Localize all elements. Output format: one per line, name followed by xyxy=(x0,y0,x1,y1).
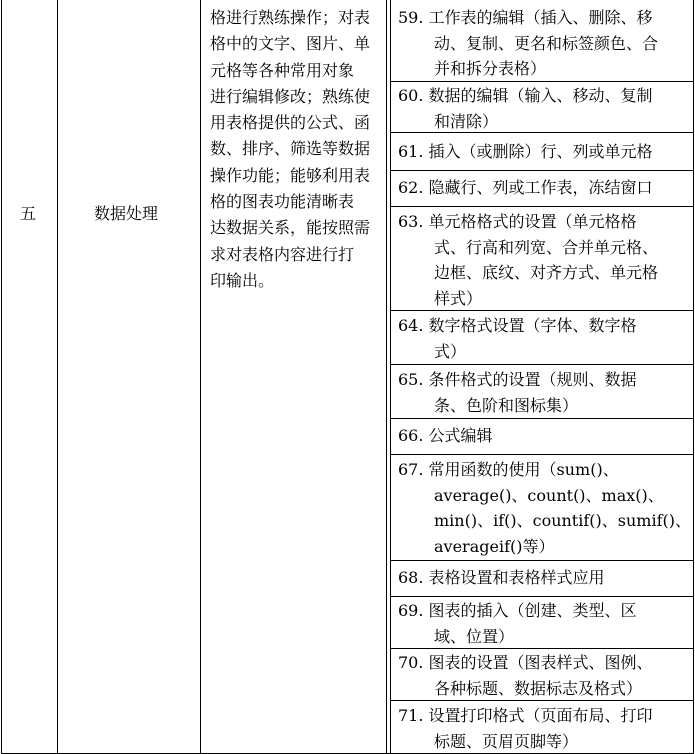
list-item xyxy=(398,598,688,649)
list-item xyxy=(398,565,688,591)
item-line: 65. 条件格式的设置（规则、数据 xyxy=(398,370,637,389)
description-line: 用表格提供的公式、函 xyxy=(210,113,371,133)
description-line: 数、排序、筛选等数据 xyxy=(210,139,371,159)
description-cell xyxy=(210,5,382,294)
item-line: 67. 常用函数的使用（sum()、 xyxy=(398,460,619,479)
item-line: 样式） xyxy=(434,288,483,308)
item-line: 并和拆分表格） xyxy=(434,59,547,78)
item-line: 62. 隐藏行、列或工作表，冻结窗口 xyxy=(398,178,653,197)
item-separator xyxy=(390,596,694,597)
item-line: 64. 数字格式设置（字体、数字格 xyxy=(398,316,637,335)
list-item xyxy=(398,650,688,701)
item-separator xyxy=(390,560,694,561)
list-item xyxy=(398,703,688,754)
item-separator xyxy=(390,170,694,171)
list-item xyxy=(398,209,688,311)
item-separator xyxy=(390,454,694,455)
item-line: 动、复制、更名和标签颜色、合 xyxy=(434,33,659,53)
item-line: 61. 插入（或删除）行、列或单元格 xyxy=(398,142,653,161)
list-item xyxy=(398,367,688,418)
item-separator xyxy=(390,418,694,419)
item-separator xyxy=(390,206,694,207)
column-divider-3 xyxy=(386,0,387,754)
item-line: 70. 图表的设置（图表样式、图例、 xyxy=(398,653,653,672)
list-item xyxy=(398,83,688,134)
item-line: average()、count()、max()、 xyxy=(434,485,664,505)
description-line: 进行编辑修改；熟练使 xyxy=(210,86,371,106)
item-line: 63. 单元格格式的设置（单元格格 xyxy=(398,212,637,231)
list-item xyxy=(398,139,688,165)
table-border-right xyxy=(693,0,694,754)
item-line: 66. 公式编辑 xyxy=(398,426,493,445)
description-line: 元格等各种常用对象 xyxy=(210,60,355,80)
list-item xyxy=(398,5,688,82)
item-line: 式、行高和列宽、合并单元格、 xyxy=(434,237,659,257)
column-divider-1 xyxy=(57,0,58,754)
item-line: 59. 工作表的编辑（插入、删除、移 xyxy=(398,8,653,27)
item-line: 标题、页眉页脚等） xyxy=(434,731,579,751)
description-line: 印输出。 xyxy=(210,270,275,290)
item-line: min()、if()、countif()、sumif()、 xyxy=(434,511,691,530)
list-item xyxy=(398,457,691,559)
description-line: 格进行熟练操作；对表 xyxy=(210,8,371,27)
description-line: 求对表格内容进行打 xyxy=(210,244,355,264)
description-line: 格的图表功能清晰表 xyxy=(210,192,355,212)
list-item xyxy=(398,175,688,201)
list-item xyxy=(398,313,688,364)
item-line: 68. 表格设置和表格样式应用 xyxy=(398,568,605,587)
list-item xyxy=(398,423,688,449)
description-line: 操作功能；能够利用表 xyxy=(210,165,371,185)
item-separator xyxy=(390,364,694,365)
row-number: 五 xyxy=(20,204,37,223)
item-line: 71. 设置打印格式（页面布局、打印 xyxy=(398,706,653,725)
item-line: 条、色阶和图标集） xyxy=(434,395,579,415)
module-name: 数据处理 xyxy=(94,204,159,223)
item-line: 域、位置） xyxy=(434,626,515,646)
item-line: 边框、底纹、对齐方式、单元格 xyxy=(434,263,659,282)
column-divider-4 xyxy=(390,0,391,754)
item-line: 60. 数据的编辑（输入、移动、复制 xyxy=(398,86,653,105)
item-line: 各种标题、数据标志及格式） xyxy=(434,678,643,698)
description-line: 达数据关系，能按照需 xyxy=(210,218,371,238)
description-line: 格中的文字、图片、单 xyxy=(210,34,371,54)
item-line: averageif()等） xyxy=(434,536,555,556)
item-line: 和清除） xyxy=(434,111,499,131)
table-border-left xyxy=(1,0,2,754)
item-line: 式） xyxy=(434,341,467,361)
item-line: 69. 图表的插入（创建、类型、区 xyxy=(398,601,637,620)
column-divider-2 xyxy=(200,0,201,754)
